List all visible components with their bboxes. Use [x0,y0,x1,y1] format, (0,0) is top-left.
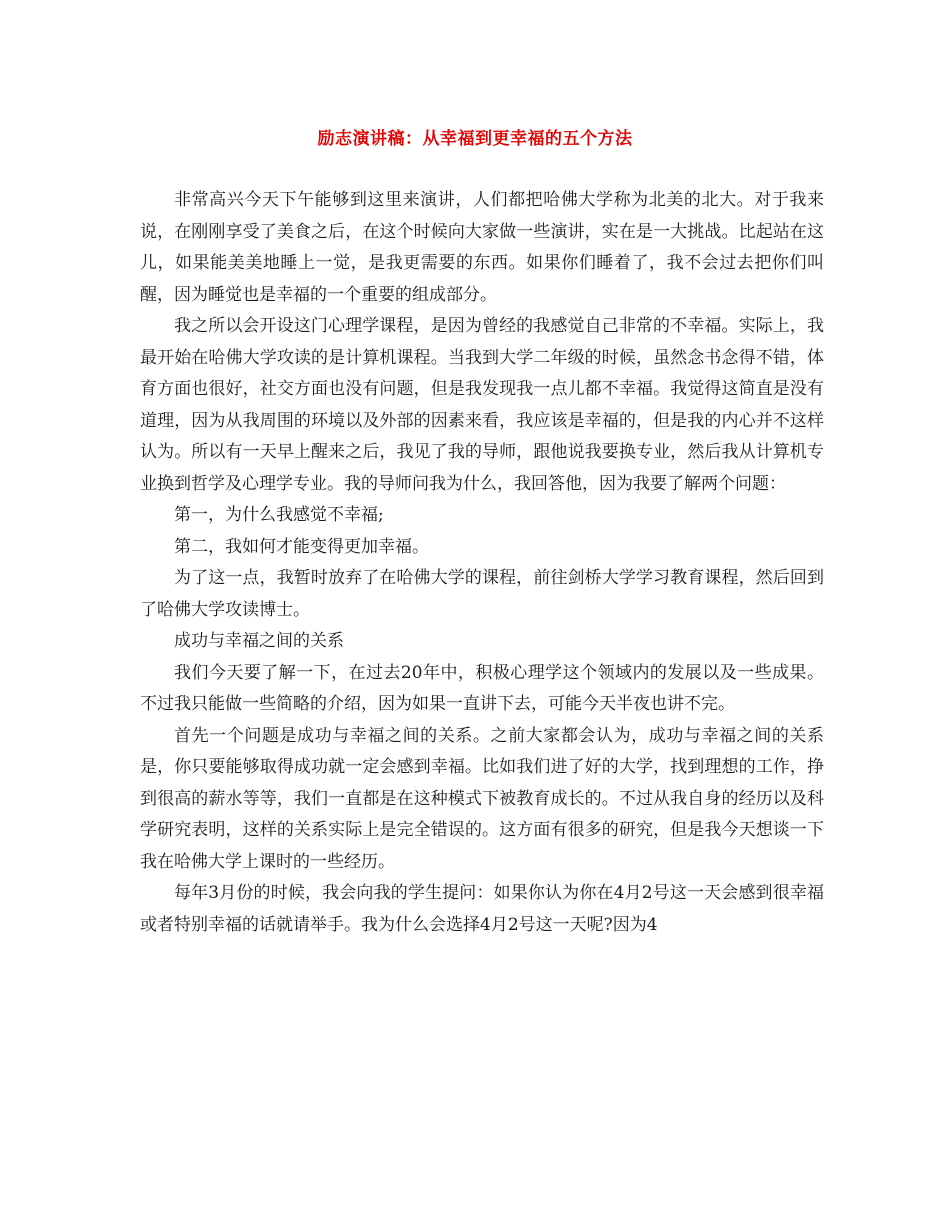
document-title: 励志演讲稿：从幸福到更幸福的五个方法 [317,129,633,149]
document-body [140,185,824,941]
paragraph: 非常高兴今天下午能够到这里来演讲，人们都把哈佛大学称为北美的北大。对于我来说，在刚刚享受了美食之后，在这个时候向大家做一些演讲，实在是一大挑战。比起站在这儿，如果能美美地睡上一觉，是我更需要的东西。如果你们睡着了，我不会过去把你们叫醒，因为睡觉也是幸福的一个重要的组成部分。 [140,190,824,305]
paragraph: 首先一个问题是成功与幸福之间的关系。之前大家都会认为，成功与幸福之间的关系是，你只要能够取得成功就一定会感到幸福。比如我们进了好的大学，找到理想的工作，挣到很高的薪水等等，我们一直都是在这种模式下被教育成长的。不过从我自身的经历以及科学研究表明，这样的关系实际上是完全错误的。这方面有很多的研究，但是我今天想谈一下我在哈佛大学上课时的一些经历。 [140,725,824,872]
paragraph: 每年3月份的时候，我会向我的学生提问：如果你认为你在4月2号这一天会感到很幸福或者特别幸福的话就请举手。我为什么会选择4月2号这一天呢?因为4 [140,883,824,935]
paragraph: 第二，我如何才能变得更加幸福。 [174,536,429,557]
section-heading: 成功与幸福之间的关系 [174,631,344,651]
paragraph: 我们今天要了解一下，在过去20年中，积极心理学这个领域内的发展以及一些成果。不过我只能做一些简略的介绍，因为如果一直讲下去，可能今天半夜也讲不完。 [140,662,824,714]
paragraph: 为了这一点，我暂时放弃了在哈佛大学的课程，前往剑桥大学学习教育课程，然后回到了哈佛大学攻读博士。 [140,568,824,620]
paragraph: 我之所以会开设这门心理学课程，是因为曾经的我感觉自己非常的不幸福。实际上，我最开始在哈佛大学攻读的是计算机课程。当我到大学二年级的时候，虽然念书念得不错，体育方面也很好，社交方面也没有问题，但是我发现我一点儿都不幸福。我觉得这简直是没有道理，因为从我周围的环境以及外部的因素来看，我应该是幸福的，但是我的内心并不这样认为。所以有一天早上醒来之后，我见了我的导师，跟他说我要换专业，然后我从计算机专业换到哲学及心理学专业。我的导师问我为什么，我回答他，因为我要了解两个问题： [140,316,824,494]
paragraph: 第一，为什么我感觉不幸福; [174,505,384,525]
